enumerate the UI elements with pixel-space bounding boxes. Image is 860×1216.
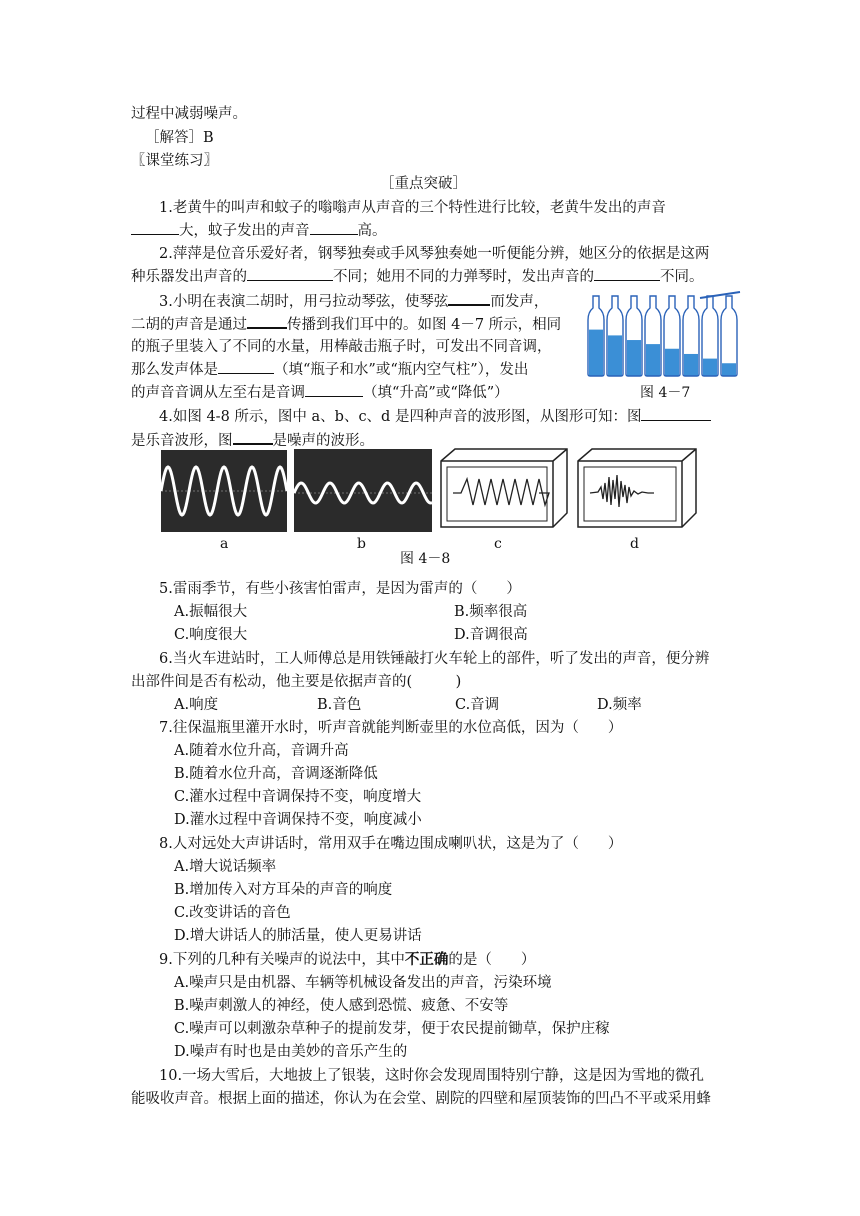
waveform-a bbox=[161, 450, 287, 532]
q2-blank-2[interactable] bbox=[594, 266, 660, 281]
bottle-water bbox=[665, 349, 679, 376]
q9-option-b[interactable]: B.噪声刺激人的神经，使人感到恐慌、疲惫、不安等 bbox=[174, 998, 509, 1014]
q6-option-a[interactable]: A.响度 bbox=[174, 697, 219, 713]
q3-blank-3[interactable] bbox=[218, 359, 274, 374]
q8-option-b[interactable]: B.增加传入对方耳朵的声音的响度 bbox=[174, 882, 393, 898]
q8-stem: 8.人对远处大声讲话时，常用双手在嘴边围成喇叭状，这是为了（ ） bbox=[159, 836, 623, 852]
answer-label: ［解答］B bbox=[145, 130, 214, 146]
q3-line3: 的瓶子里装入了不同的水量，用棒敲击瓶子时，可发出不同音调， bbox=[131, 339, 552, 355]
q4-blank-2[interactable] bbox=[233, 429, 273, 445]
q8-option-d[interactable]: D.增大讲话人的肺活量，使人更易讲话 bbox=[174, 928, 422, 944]
q5-option-c[interactable]: C.响度很大 bbox=[174, 627, 248, 643]
bottle-water bbox=[703, 359, 717, 376]
wave-label-d: d bbox=[630, 536, 639, 552]
bottle-water bbox=[722, 363, 736, 376]
wave-label-b: b bbox=[357, 536, 366, 552]
q4-line2: 是乐音波形，图 是噪声的波形。 bbox=[131, 429, 374, 452]
waveform-d bbox=[576, 447, 698, 529]
q5-stem: 5.雷雨季节，有些小孩害怕雷声，是因为雷声的（ ） bbox=[159, 581, 521, 597]
q5-option-d[interactable]: D.音调很高 bbox=[454, 627, 528, 643]
wave-label-c: c bbox=[494, 536, 502, 552]
q1-line2: 大，蚊子发出的声音 高。 bbox=[131, 220, 387, 242]
q10-stem: 10.一场大雪后，大地披上了银装，这时你会发现周围特别宁静，这是因为雪地的微孔 bbox=[159, 1068, 705, 1084]
q9-option-a[interactable]: A.噪声只是由机器、车辆等机械设备发出的声音，污染环境 bbox=[174, 975, 552, 991]
q2-stem: 2.萍萍是位音乐爱好者，钢琴独奏或手风琴独奏她一听便能分辨，她区分的依据是这两 bbox=[159, 246, 710, 262]
q3-blank-2[interactable] bbox=[247, 313, 287, 329]
q7-option-a[interactable]: A.随着水位升高，音调升高 bbox=[174, 743, 349, 759]
q9-emphasis: 不正确 bbox=[404, 951, 449, 968]
q7-option-b[interactable]: B.随着水位升高，音调逐渐降低 bbox=[174, 766, 378, 782]
waveform-b bbox=[294, 449, 432, 532]
q4-blank-1[interactable] bbox=[641, 406, 711, 421]
q5-option-a[interactable]: A.振幅很大 bbox=[174, 604, 248, 620]
q3-blank-1[interactable] bbox=[448, 290, 490, 306]
q9-stem: 9.下列的几种有关噪声的说法中，其中不正确的是（ ） bbox=[159, 951, 536, 968]
fig-4-7-caption: 图 4－7 bbox=[640, 385, 691, 401]
bottle-water bbox=[608, 335, 622, 376]
q7-stem: 7.往保温瓶里灌开水时，听声音就能判断壶里的水位高低，因为（ ） bbox=[159, 720, 623, 736]
q2-blank-1[interactable] bbox=[247, 266, 333, 281]
bottle-water bbox=[589, 330, 603, 376]
section-title: 〖课堂练习〗 bbox=[131, 153, 218, 169]
q7-option-c[interactable]: C.灌水过程中音调保持不变，响度增大 bbox=[174, 789, 422, 805]
q3-line4: 那么发声体是 （填“瓶子和水”或“瓶内空气柱”），发出 bbox=[131, 359, 528, 381]
bottles-figure bbox=[580, 290, 750, 380]
q6-line2: 出部件间是否有松动，他主要是依据声音的( ) bbox=[131, 674, 462, 690]
waveform-c bbox=[439, 447, 569, 529]
q7-option-d[interactable]: D.灌水过程中音调保持不变，响度减小 bbox=[174, 812, 422, 828]
q6-option-b[interactable]: B.音色 bbox=[317, 697, 362, 713]
q1-blank-2[interactable] bbox=[310, 220, 358, 235]
bottle-water bbox=[646, 344, 660, 376]
q4-line1: 4.如图 4-8 所示，图中 a、b、c、d 是四种声音的波形图，从图形可知：图 bbox=[159, 406, 711, 428]
q5-option-b[interactable]: B.频率很高 bbox=[454, 604, 528, 620]
intro-text: 过程中减弱噪声。 bbox=[131, 106, 247, 122]
q6-option-d[interactable]: D.频率 bbox=[597, 697, 642, 713]
fig-4-8-caption: 图 4－8 bbox=[400, 551, 451, 567]
q9-option-d[interactable]: D.噪声有时也是由美妙的音乐产生的 bbox=[174, 1044, 408, 1060]
q6-option-c[interactable]: C.音调 bbox=[455, 697, 500, 713]
q8-option-a[interactable]: A.增大说话频率 bbox=[174, 859, 277, 875]
q6-stem: 6.当火车进站时，工人师傅总是用铁锤敲打火车轮上的部件，听了发出的声音，便分辨 bbox=[159, 651, 710, 667]
q2-line2: 种乐器发出声音的 不同；她用不同的力弹琴时，发出声音的 不同。 bbox=[131, 266, 704, 288]
q10-line2: 能吸收声音。根据上面的描述，你认为在会堂、剧院的四壁和屋顶装饰的凹凸不平或采用蜂 bbox=[131, 1091, 711, 1107]
q1-blank-1[interactable] bbox=[131, 220, 179, 235]
q3-line2: 二胡的声音是通过 传播到我们耳中的。如图 4－7 所示，相同 bbox=[131, 313, 561, 336]
q3-line5: 的声音音调从左至右是音调 （填“升高”或“降低”） bbox=[131, 382, 509, 404]
q3-line1: 3.小明在表演二胡时，用弓拉动琴弦，使琴弦 而发声， bbox=[159, 290, 548, 313]
q8-option-c[interactable]: C.改变讲话的音色 bbox=[174, 905, 291, 921]
q1-stem: 1.老黄牛的叫声和蚊子的嗡嗡声从声音的三个特性进行比较，老黄牛发出的声音 bbox=[159, 200, 666, 216]
q9-option-c[interactable]: C.噪声可以刺激杂草种子的提前发芽，便于农民提前锄草，保护庄稼 bbox=[174, 1021, 610, 1037]
bottle-water bbox=[627, 340, 641, 376]
bottle-water bbox=[684, 354, 698, 376]
wave-label-a: a bbox=[220, 536, 229, 552]
subsection-title: ［重点突破］ bbox=[380, 176, 467, 192]
q3-blank-4[interactable] bbox=[305, 382, 363, 397]
